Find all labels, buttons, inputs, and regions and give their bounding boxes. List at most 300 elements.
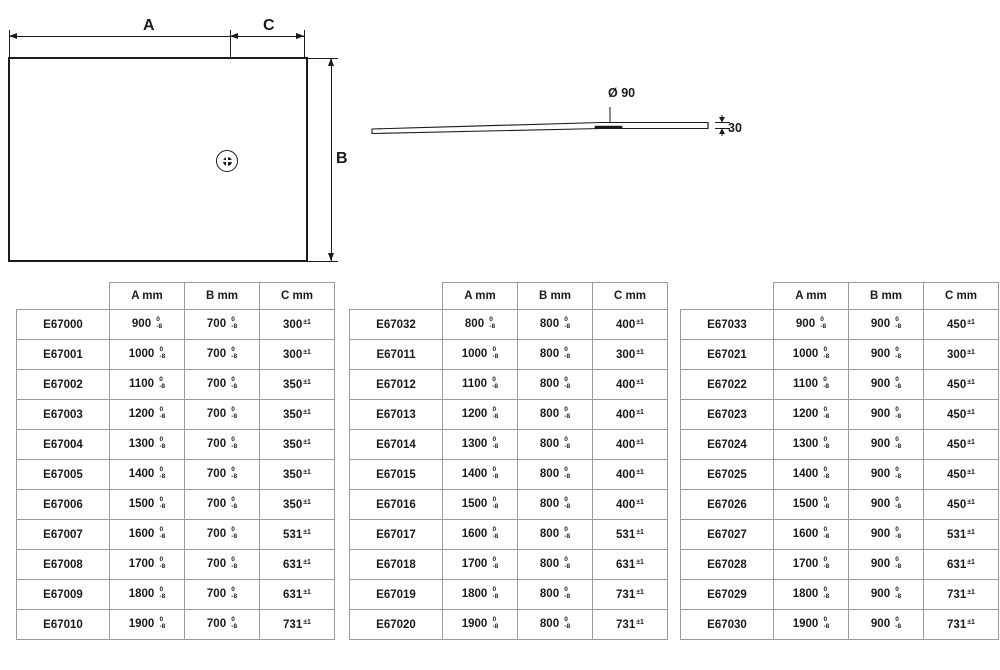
- tolerance-stack: 0 -8: [492, 436, 499, 450]
- tolerance-stack: 0 -8: [895, 586, 902, 600]
- table-cell-product-code: E67016: [350, 490, 443, 520]
- dimension-value: 1900 0 -8: [461, 616, 499, 631]
- dimension-value: 1700 0 -8: [792, 556, 830, 571]
- tolerance-stack: 0 -8: [159, 586, 166, 600]
- tolerance-stack: 0 -8: [895, 406, 902, 420]
- dimension-value: 531±1: [283, 528, 311, 541]
- dimension-value: 900 0 -8: [870, 586, 902, 601]
- table-row: [681, 400, 999, 430]
- tolerance-value: ±1: [303, 378, 311, 386]
- table-cell-dimension: [518, 370, 593, 400]
- table-2-head: [350, 283, 668, 310]
- dimension-value: 900 0 -8: [870, 346, 902, 361]
- tolerance-stack: 0 -8: [231, 316, 238, 330]
- dimension-value: 1000 0 -8: [128, 346, 166, 361]
- tolerance-value: ±1: [636, 438, 644, 446]
- dimension-value: 1200 0 -8: [792, 406, 830, 421]
- table-row: [17, 370, 335, 400]
- table-cell-product-code: E67012: [350, 370, 443, 400]
- tolerance-stack: 0 -8: [231, 376, 238, 390]
- dimension-value: 400±1: [616, 408, 644, 421]
- table-cell-dimension: [518, 310, 593, 340]
- tolerance-stack: 0 -8: [564, 556, 571, 570]
- table-row: [681, 610, 999, 640]
- table-cell-dimension: [924, 430, 999, 460]
- dimension-value: 900 0 -8: [870, 466, 902, 481]
- dimension-value: 1500 0 -8: [128, 496, 166, 511]
- arrow-b-top: [328, 58, 334, 66]
- tolerance-stack: 0 -8: [231, 496, 238, 510]
- table-row: [17, 310, 335, 340]
- tolerance-value: ±1: [967, 588, 975, 596]
- table-row: [17, 550, 335, 580]
- tolerance-value: ±1: [967, 318, 975, 326]
- tolerance-value: ±1: [636, 618, 644, 626]
- table-row: [17, 460, 335, 490]
- tolerance-value: ±1: [636, 468, 644, 476]
- table-cell-dimension: [185, 520, 260, 550]
- arrow-b-bottom: [328, 253, 334, 261]
- tolerance-stack: 0 -8: [159, 496, 166, 510]
- dimension-value: 1600 0 -8: [128, 526, 166, 541]
- tolerance-stack: 0 -8: [823, 526, 830, 540]
- dimension-value: 1700 0 -8: [128, 556, 166, 571]
- dimension-value: 531±1: [616, 528, 644, 541]
- table-3-header-row: [681, 283, 999, 310]
- table-cell-dimension: [924, 340, 999, 370]
- dimension-value: 700 0 -8: [206, 466, 238, 481]
- tolerance-value: ±1: [636, 498, 644, 506]
- table-cell-dimension: [518, 520, 593, 550]
- dimension-value: 631±1: [616, 558, 644, 571]
- dimension-value: 731±1: [283, 618, 311, 631]
- table-cell-product-code: E67019: [350, 580, 443, 610]
- table-2-body: [350, 310, 668, 640]
- label-tray-height: 30: [728, 121, 742, 135]
- tolerance-stack: 0 -8: [231, 616, 238, 630]
- tolerance-stack: 0 -8: [489, 316, 496, 330]
- tolerance-stack: 0 -8: [823, 346, 830, 360]
- table-header-c: C mm: [593, 283, 668, 310]
- dimension-value: 1100 0 -8: [793, 376, 829, 391]
- table-cell-dimension: [924, 520, 999, 550]
- dimension-value: 300±1: [283, 348, 311, 361]
- dimension-value: 1300 0 -8: [128, 436, 166, 451]
- table-row: [350, 340, 668, 370]
- table-cell-dimension: [185, 430, 260, 460]
- dimension-value: 1000 0 -8: [461, 346, 499, 361]
- table-row: [681, 460, 999, 490]
- table-cell-product-code: E67007: [17, 520, 110, 550]
- table-cell-dimension: [185, 460, 260, 490]
- tolerance-value: ±1: [636, 318, 644, 326]
- spec-table-3: [680, 282, 999, 640]
- table-row: [17, 580, 335, 610]
- dimension-value: 1300 0 -8: [461, 436, 499, 451]
- table-cell-dimension: [185, 370, 260, 400]
- table-cell-dimension: [774, 310, 849, 340]
- table-cell-dimension: [849, 520, 924, 550]
- label-c: C: [263, 17, 275, 34]
- dimension-value: 450±1: [947, 408, 975, 421]
- extension-line-a-right: [304, 30, 305, 60]
- dimension-value: 800 0 -8: [539, 466, 571, 481]
- spec-table-2: [349, 282, 668, 640]
- dimension-value: 1000 0 -8: [792, 346, 830, 361]
- table-cell-product-code: E67010: [17, 610, 110, 640]
- dimension-value: 450±1: [947, 378, 975, 391]
- dimension-value: 300±1: [616, 348, 644, 361]
- tolerance-value: ±1: [303, 438, 311, 446]
- tolerance-stack: 0 -8: [231, 586, 238, 600]
- table-cell-product-code: E67017: [350, 520, 443, 550]
- dimension-value: 1100 0 -8: [462, 376, 498, 391]
- table-cell-product-code: E67006: [17, 490, 110, 520]
- dimension-value: 400±1: [616, 378, 644, 391]
- table-cell-product-code: E67020: [350, 610, 443, 640]
- dimension-value: 900 0 -8: [870, 376, 902, 391]
- tolerance-stack: 0 -8: [823, 496, 830, 510]
- dimension-value: 1200 0 -8: [128, 406, 166, 421]
- table-cell-dimension: [593, 610, 668, 640]
- tolerance-stack: 0 -8: [156, 316, 163, 330]
- table-cell-product-code: E67009: [17, 580, 110, 610]
- table-row: [681, 370, 999, 400]
- table-row: [17, 490, 335, 520]
- dimension-value: 1200 0 -8: [461, 406, 499, 421]
- dimension-value: 1500 0 -8: [461, 496, 499, 511]
- table-cell-dimension: [260, 310, 335, 340]
- dimension-value: 800 0 -8: [539, 616, 571, 631]
- table-row: [17, 520, 335, 550]
- tolerance-stack: 0 -8: [492, 586, 499, 600]
- table-row: [350, 490, 668, 520]
- tolerance-value: ±1: [636, 408, 644, 416]
- tolerance-value: ±1: [303, 408, 311, 416]
- table-cell-product-code: E67026: [681, 490, 774, 520]
- table-cell-dimension: [443, 310, 518, 340]
- tolerance-value: ±1: [303, 618, 311, 626]
- label-b: B: [336, 150, 348, 167]
- tolerance-value: ±1: [303, 588, 311, 596]
- table-cell-dimension: [593, 580, 668, 610]
- table-cell-dimension: [774, 520, 849, 550]
- dimension-value: 1300 0 -8: [792, 436, 830, 451]
- table-row: [681, 580, 999, 610]
- dimension-value: 1500 0 -8: [792, 496, 830, 511]
- dimension-value: 800 0 -8: [539, 346, 571, 361]
- table-cell-dimension: [518, 490, 593, 520]
- dimension-value: 731±1: [616, 588, 644, 601]
- table-row: [350, 430, 668, 460]
- table-cell-product-code: E67021: [681, 340, 774, 370]
- table-row: [681, 550, 999, 580]
- dimension-value: 631±1: [283, 588, 311, 601]
- table-cell-dimension: [518, 460, 593, 490]
- table-cell-product-code: E67029: [681, 580, 774, 610]
- table-cell-product-code: E67032: [350, 310, 443, 340]
- dimension-value: 900 0 -8: [870, 556, 902, 571]
- table-cell-dimension: [110, 400, 185, 430]
- table-cell-product-code: E67013: [350, 400, 443, 430]
- table-row: [350, 580, 668, 610]
- table-row: [681, 520, 999, 550]
- extension-line-a-left: [9, 30, 10, 60]
- table-cell-dimension: [110, 520, 185, 550]
- table-cell-dimension: [260, 580, 335, 610]
- table-cell-dimension: [924, 580, 999, 610]
- table-cell-product-code: E67004: [17, 430, 110, 460]
- table-row: [350, 310, 668, 340]
- dimension-value: 300±1: [283, 318, 311, 331]
- dimension-value: 700 0 -8: [206, 376, 238, 391]
- table-cell-dimension: [185, 550, 260, 580]
- table-row: [17, 430, 335, 460]
- table-cell-dimension: [924, 550, 999, 580]
- table-row: [681, 310, 999, 340]
- table-header-b: B mm: [185, 283, 260, 310]
- table-cell-product-code: E67030: [681, 610, 774, 640]
- table-row: [350, 520, 668, 550]
- table-cell-dimension: [849, 340, 924, 370]
- tolerance-stack: 0 -8: [492, 616, 499, 630]
- table-cell-dimension: [924, 370, 999, 400]
- tolerance-stack: 0 -8: [231, 346, 238, 360]
- table-header-blank: [17, 283, 110, 310]
- table-cell-dimension: [443, 490, 518, 520]
- tolerance-stack: 0 -8: [823, 556, 830, 570]
- table-cell-dimension: [518, 400, 593, 430]
- table-cell-dimension: [593, 310, 668, 340]
- table-cell-dimension: [185, 610, 260, 640]
- tolerance-stack: 0 -8: [159, 346, 166, 360]
- table-header-c: C mm: [924, 283, 999, 310]
- dimension-value: 350±1: [283, 468, 311, 481]
- table-cell-product-code: E67001: [17, 340, 110, 370]
- table-cell-dimension: [924, 400, 999, 430]
- tolerance-stack: 0 -8: [159, 556, 166, 570]
- table-cell-dimension: [593, 550, 668, 580]
- table-cell-dimension: [260, 520, 335, 550]
- dimension-value: 800 0 -8: [464, 316, 496, 331]
- tolerance-value: ±1: [967, 528, 975, 536]
- table-cell-dimension: [774, 370, 849, 400]
- table-cell-dimension: [774, 460, 849, 490]
- table-header-b: B mm: [849, 283, 924, 310]
- tolerance-value: ±1: [967, 558, 975, 566]
- dimension-value: 700 0 -8: [206, 556, 238, 571]
- tolerance-value: ±1: [303, 348, 311, 356]
- tolerance-value: ±1: [303, 468, 311, 476]
- tolerance-stack: 0 -8: [159, 406, 166, 420]
- table-header-a: A mm: [110, 283, 185, 310]
- table-cell-dimension: [260, 550, 335, 580]
- dimension-value: 700 0 -8: [206, 406, 238, 421]
- dimension-value: 900 0 -8: [870, 496, 902, 511]
- table-cell-dimension: [849, 580, 924, 610]
- table-cell-dimension: [924, 610, 999, 640]
- table-cell-dimension: [260, 340, 335, 370]
- table-cell-dimension: [110, 340, 185, 370]
- table-header-c: C mm: [260, 283, 335, 310]
- table-cell-dimension: [110, 370, 185, 400]
- dimension-value: 400±1: [616, 318, 644, 331]
- table-cell-product-code: E67018: [350, 550, 443, 580]
- dimension-value: 900 0 -8: [870, 436, 902, 451]
- table-row: [17, 400, 335, 430]
- dimension-value: 800 0 -8: [539, 406, 571, 421]
- table-cell-dimension: [774, 610, 849, 640]
- dimension-value: 1800 0 -8: [128, 586, 166, 601]
- table-row: [17, 610, 335, 640]
- tolerance-stack: 0 -8: [159, 436, 166, 450]
- tolerance-stack: 0 -8: [231, 406, 238, 420]
- table-cell-dimension: [443, 370, 518, 400]
- table-cell-dimension: [849, 310, 924, 340]
- tolerance-stack: 0 -8: [895, 316, 902, 330]
- tolerance-value: ±1: [303, 558, 311, 566]
- tolerance-stack: 0 -8: [820, 316, 827, 330]
- table-2-header-row: [350, 283, 668, 310]
- tolerance-stack: 0 -8: [159, 376, 165, 390]
- tolerance-stack: 0 -8: [492, 466, 499, 480]
- extension-line-b-bottom: [306, 261, 338, 262]
- table-cell-dimension: [924, 310, 999, 340]
- table-cell-dimension: [443, 610, 518, 640]
- table-cell-dimension: [443, 460, 518, 490]
- table-row: [350, 400, 668, 430]
- table-cell-product-code: E67014: [350, 430, 443, 460]
- tolerance-stack: 0 -8: [895, 376, 902, 390]
- label-drain-diameter: Ø 90: [608, 86, 636, 100]
- table-cell-dimension: [849, 460, 924, 490]
- dimension-value: 1400 0 -8: [461, 466, 499, 481]
- spec-table-1: [16, 282, 335, 640]
- tolerance-stack: 0 -8: [564, 376, 571, 390]
- tolerance-stack: 0 -8: [895, 496, 902, 510]
- extension-line-b-top: [306, 58, 338, 59]
- dimension-value: 700 0 -8: [206, 436, 238, 451]
- table-cell-dimension: [443, 430, 518, 460]
- table-cell-product-code: E67022: [681, 370, 774, 400]
- tolerance-stack: 0 -8: [564, 496, 571, 510]
- table-row: [350, 370, 668, 400]
- drain-spoke-horizontal: [218, 160, 236, 162]
- table-cell-dimension: [924, 460, 999, 490]
- tolerance-stack: 0 -8: [159, 526, 166, 540]
- table-cell-product-code: E67000: [17, 310, 110, 340]
- table-cell-dimension: [185, 490, 260, 520]
- tolerance-value: ±1: [303, 318, 311, 326]
- table-cell-dimension: [185, 340, 260, 370]
- arrow-c-left: [230, 33, 238, 39]
- tolerance-stack: 0 -8: [895, 616, 902, 630]
- table-cell-dimension: [185, 400, 260, 430]
- dimension-value: 300±1: [947, 348, 975, 361]
- table-row: [681, 490, 999, 520]
- dimension-value: 1900 0 -8: [792, 616, 830, 631]
- dimension-value: 900 0 -8: [795, 316, 827, 331]
- tolerance-stack: 0 -8: [159, 616, 166, 630]
- table-cell-dimension: [774, 430, 849, 460]
- table-row: [681, 430, 999, 460]
- dimension-value: 400±1: [616, 438, 644, 451]
- table-cell-dimension: [593, 520, 668, 550]
- tolerance-value: ±1: [967, 618, 975, 626]
- table-cell-dimension: [774, 550, 849, 580]
- dimension-value: 900 0 -8: [870, 316, 902, 331]
- tolerance-stack: 0 -8: [492, 406, 499, 420]
- dimension-value: 400±1: [616, 498, 644, 511]
- dimension-value: 800 0 -8: [539, 376, 571, 391]
- table-header-blank: [681, 283, 774, 310]
- table-cell-dimension: [593, 340, 668, 370]
- dimension-value: 450±1: [947, 498, 975, 511]
- dimension-value: 450±1: [947, 318, 975, 331]
- tolerance-stack: 0 -8: [492, 376, 498, 390]
- table-cell-dimension: [110, 610, 185, 640]
- dimension-value: 450±1: [947, 468, 975, 481]
- table-cell-dimension: [260, 610, 335, 640]
- shower-tray-outline: [8, 57, 308, 262]
- tolerance-stack: 0 -8: [895, 346, 902, 360]
- table-3-body: [681, 310, 999, 640]
- dimension-value: 1600 0 -8: [792, 526, 830, 541]
- dimension-value: 631±1: [283, 558, 311, 571]
- table-cell-product-code: E67024: [681, 430, 774, 460]
- extension-line-c-left: [230, 30, 231, 60]
- dimension-value: 350±1: [283, 438, 311, 451]
- tolerance-stack: 0 -8: [564, 406, 571, 420]
- dimension-value: 800 0 -8: [539, 586, 571, 601]
- table-cell-dimension: [110, 490, 185, 520]
- table-cell-dimension: [185, 310, 260, 340]
- table-cell-product-code: E67005: [17, 460, 110, 490]
- table-cell-product-code: E67003: [17, 400, 110, 430]
- tolerance-stack: 0 -8: [823, 406, 830, 420]
- table-cell-dimension: [849, 550, 924, 580]
- table-cell-dimension: [849, 490, 924, 520]
- tolerance-stack: 0 -8: [492, 346, 499, 360]
- table-header-blank: [350, 283, 443, 310]
- table-cell-dimension: [110, 580, 185, 610]
- tolerance-stack: 0 -8: [564, 346, 571, 360]
- section-profile-svg: [370, 95, 730, 165]
- table-cell-dimension: [593, 370, 668, 400]
- table-cell-dimension: [924, 490, 999, 520]
- tolerance-stack: 0 -8: [895, 436, 902, 450]
- dimension-value: 700 0 -8: [206, 616, 238, 631]
- table-cell-dimension: [518, 340, 593, 370]
- table-cell-dimension: [260, 370, 335, 400]
- tolerance-stack: 0 -8: [564, 436, 571, 450]
- table-cell-product-code: E67008: [17, 550, 110, 580]
- table-cell-dimension: [849, 400, 924, 430]
- tolerance-stack: 0 -8: [823, 466, 830, 480]
- tolerance-stack: 0 -8: [895, 556, 902, 570]
- table-cell-dimension: [518, 610, 593, 640]
- tolerance-stack: 0 -8: [564, 466, 571, 480]
- table-1-header-row: [17, 283, 335, 310]
- table-cell-product-code: E67033: [681, 310, 774, 340]
- dimension-value: 731±1: [947, 618, 975, 631]
- dimension-value: 731±1: [947, 588, 975, 601]
- tolerance-value: ±1: [967, 378, 975, 386]
- tolerance-value: ±1: [636, 528, 644, 536]
- table-cell-product-code: E67027: [681, 520, 774, 550]
- tolerance-value: ±1: [967, 348, 975, 356]
- dimension-value: 900 0 -8: [870, 526, 902, 541]
